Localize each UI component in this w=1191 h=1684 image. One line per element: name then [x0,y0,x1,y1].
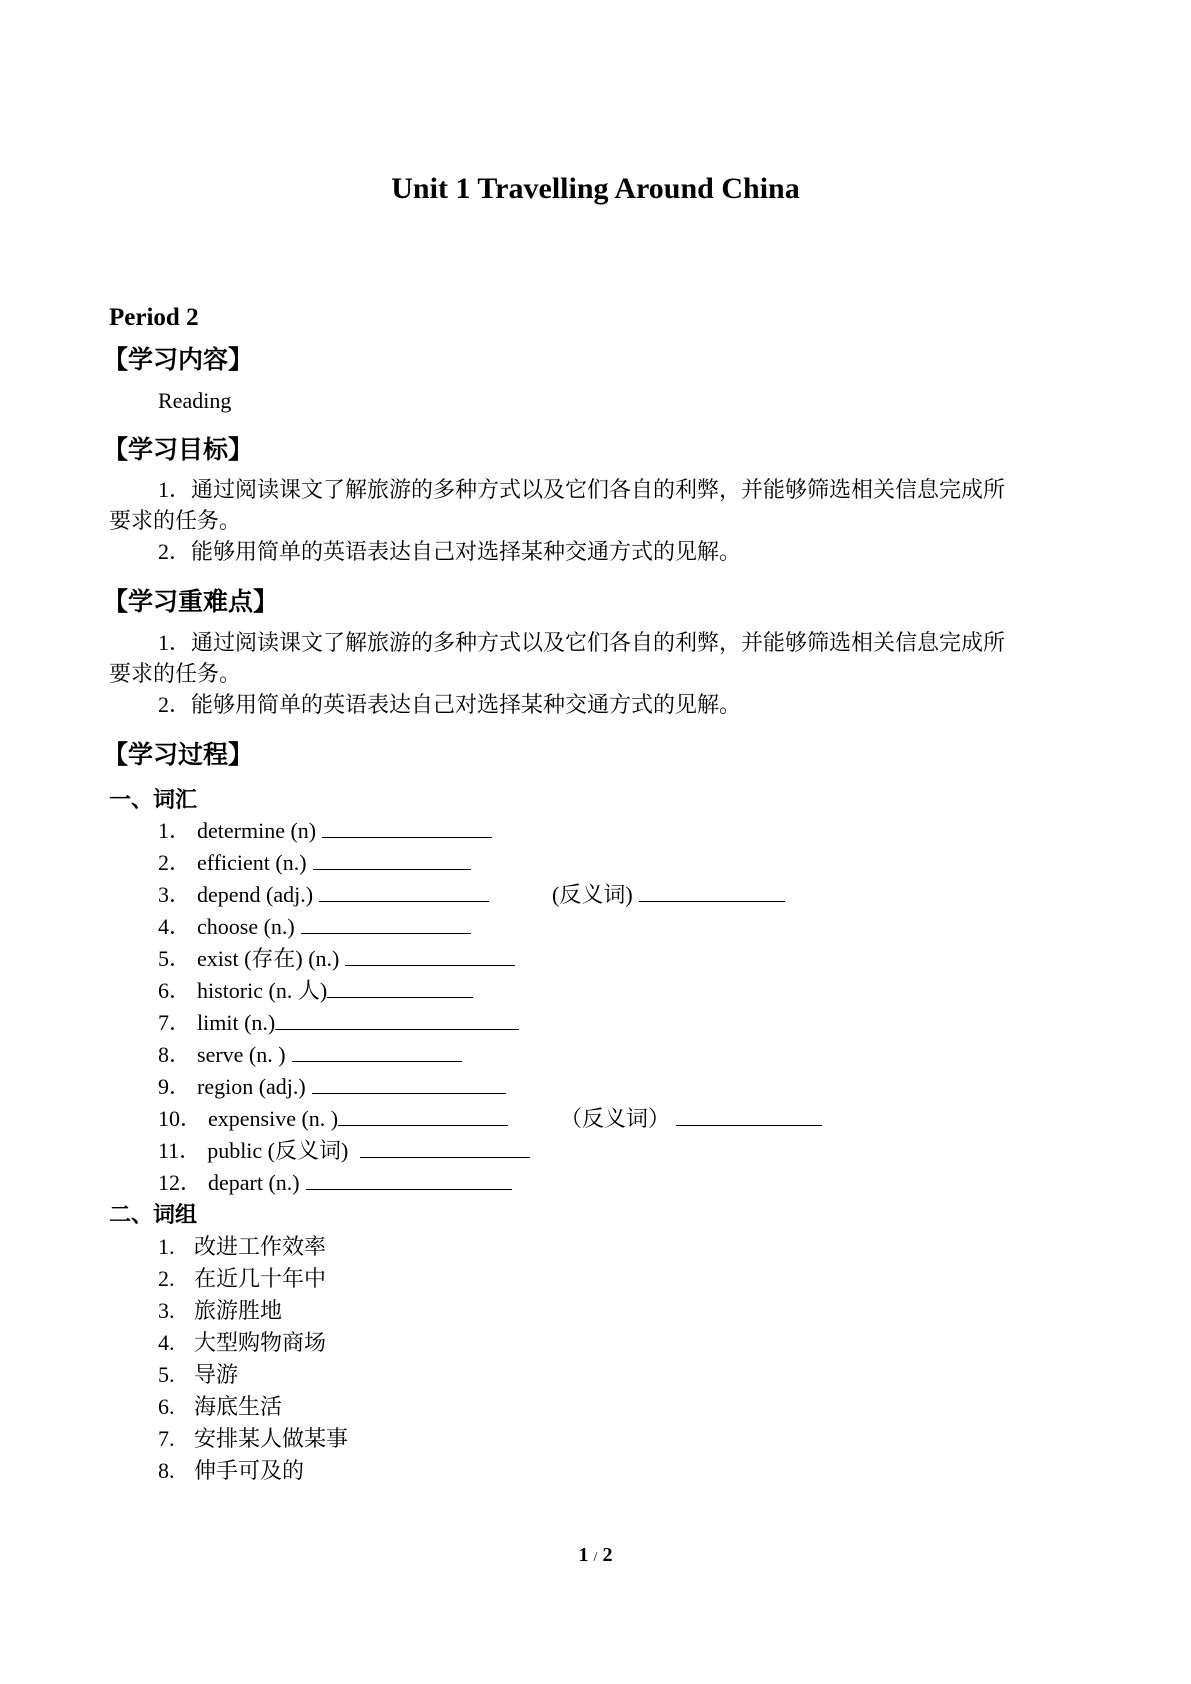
goals-line2: 2．能够用简单的英语表达自己对选择某种交通方式的见解。 [158,539,742,564]
vocab-number: 3． [158,882,192,907]
vocab-number: 9． [158,1074,192,1099]
vocab-item [158,1166,512,1197]
vocab-number: 4． [158,914,192,939]
vocab-item [158,1102,508,1133]
vocab-number: 8． [158,1042,192,1067]
vocab-number: 1． [158,818,192,843]
antonym-label: (反义词) [552,882,633,907]
vocab-item [158,878,489,909]
page-title: Unit 1 Travelling Around China [391,172,800,205]
vocab-word: expensive (n. ) [208,1106,339,1131]
phrase-text: 导游 [194,1362,239,1387]
phrases-heading: 二、词组 [109,1203,198,1228]
vocab-heading: 一、词汇 [109,788,198,813]
key-points-line1: 1．通过阅读课文了解旅游的多种方式以及它们各自的利弊，并能够筛选相关信息完成所 [158,630,1006,655]
section-heading-goals: 【学习目标】 [103,435,254,464]
vocab-number: 7． [158,1010,192,1035]
period-label: Period 2 [109,304,199,331]
vocab-number: 10． [158,1106,203,1131]
vocab-word: choose (n.) [197,914,295,939]
antonym-blank[interactable] [676,1107,822,1126]
vocab-item [158,814,492,845]
phrase-item [158,1262,326,1293]
antonym-prompt [552,878,785,909]
answer-blank[interactable] [327,979,473,998]
phrase-number: 8. [158,1458,175,1483]
phrase-item [158,1294,282,1325]
phrase-number: 7. [158,1426,175,1451]
vocab-item [158,974,473,1005]
answer-blank[interactable] [275,1011,519,1030]
answer-blank[interactable] [306,1171,512,1190]
vocab-number: 6． [158,978,192,1003]
phrase-item [158,1454,304,1485]
vocab-word: exist (存在) (n.) [197,946,340,971]
answer-blank[interactable] [360,1139,530,1158]
vocab-word: region (adj.) [197,1074,306,1099]
answer-blank[interactable] [322,819,492,838]
page-current: 1 [578,1544,589,1566]
vocab-word: depend (adj.) [197,882,314,907]
phrase-item [158,1230,326,1261]
answer-blank[interactable] [319,883,489,902]
answer-blank[interactable] [292,1043,462,1062]
phrase-number: 1. [158,1234,175,1259]
phrase-text: 海底生活 [194,1394,283,1419]
phrase-item [158,1326,326,1357]
vocab-number: 2． [158,850,192,875]
vocab-item [158,910,471,941]
antonym-prompt [560,1102,822,1133]
phrase-text: 安排某人做某事 [194,1426,349,1451]
content-text: Reading [158,388,232,413]
goals-line1: 1．通过阅读课文了解旅游的多种方式以及它们各自的利弊，并能够筛选相关信息完成所 [158,477,1006,502]
phrase-item [158,1358,238,1389]
key-points-line2: 2．能够用简单的英语表达自己对选择某种交通方式的见解。 [158,692,742,717]
vocab-item [158,942,515,973]
phrase-text: 改进工作效率 [194,1234,327,1259]
vocab-word: serve (n. ) [197,1042,286,1067]
phrase-number: 2. [158,1266,175,1291]
page-separator: / [593,1550,598,1565]
page-total: 2 [602,1544,613,1566]
answer-blank[interactable] [313,851,471,870]
antonym-blank[interactable] [639,883,785,902]
vocab-item [158,1006,519,1037]
vocab-item [158,1070,506,1101]
section-heading-process: 【学习过程】 [103,740,254,769]
answer-blank[interactable] [345,947,515,966]
page-number [0,1544,1191,1567]
phrase-text: 大型购物商场 [194,1330,327,1355]
phrase-number: 5. [158,1362,175,1387]
vocab-word: public (反义词) [207,1138,349,1163]
vocab-word: efficient (n.) [197,850,307,875]
vocab-number: 5． [158,946,192,971]
phrase-text: 旅游胜地 [194,1298,283,1323]
phrase-text: 在近几十年中 [194,1266,327,1291]
goals-line1b: 要求的任务。 [109,508,242,533]
phrase-item [158,1422,348,1453]
answer-blank[interactable] [338,1107,508,1126]
vocab-number: 11． [158,1138,202,1163]
phrase-number: 3. [158,1298,175,1323]
vocab-number: 12． [158,1170,203,1195]
vocab-item [158,1038,462,1069]
section-heading-content: 【学习内容】 [103,345,254,374]
vocab-item [158,1134,530,1165]
key-points-line1b: 要求的任务。 [109,661,242,686]
answer-blank[interactable] [301,915,471,934]
phrase-number: 6. [158,1394,175,1419]
vocab-word: historic (n. 人) [197,978,328,1003]
vocab-word: determine (n) [197,818,317,843]
vocab-word: depart (n.) [208,1170,300,1195]
antonym-label: （反义词） [560,1106,671,1131]
answer-blank[interactable] [312,1075,506,1094]
phrase-item [158,1390,282,1421]
section-heading-key-points: 【学习重难点】 [103,587,279,616]
vocab-item [158,846,471,877]
vocab-word: limit (n.) [197,1010,276,1035]
phrase-text: 伸手可及的 [194,1458,305,1483]
phrase-number: 4. [158,1330,175,1355]
